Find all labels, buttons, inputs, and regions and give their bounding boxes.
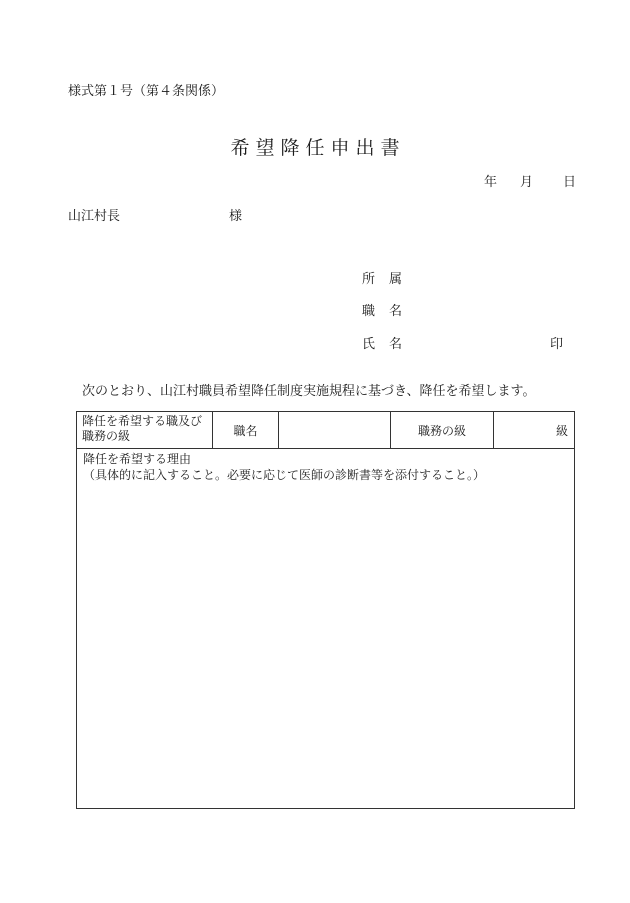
desired-post-row [77,412,575,449]
declaration-text: 次のとおり、山江村職員希望降任制度実施規程に基づき、降任を希望します。 [82,384,536,399]
honorific: 様 [229,209,243,224]
reason-field[interactable] [77,449,575,809]
reason-label: 降任を希望する理由 [83,452,192,466]
reason-row [77,449,575,809]
reason-note: （具体的に記入すること。必要に応じて医師の診断書等を添付すること。） [83,468,486,482]
affiliation-label: 所属 [362,272,417,287]
date-month-label: 月 [520,175,534,190]
date-day-label: 日 [563,175,577,190]
application-table [76,411,575,809]
addressee: 山江村長 [68,209,121,224]
grade-value-field[interactable] [494,412,575,449]
form-number: 様式第１号（第４条関係） [68,84,225,99]
position-label: 職名 [362,304,417,319]
position-column-label: 職名 [213,412,279,449]
name-label: 氏名 [362,337,417,352]
grade-unit: 級 [555,423,568,438]
desired-post-label: 降任を希望する職及び職務の級 [77,412,213,449]
position-value-field[interactable] [279,412,391,449]
grade-column-label: 職務の級 [391,412,494,449]
document-title: 希望降任申出書 [230,137,406,159]
seal-mark: 印 [550,337,564,352]
date-year-label: 年 [484,175,498,190]
